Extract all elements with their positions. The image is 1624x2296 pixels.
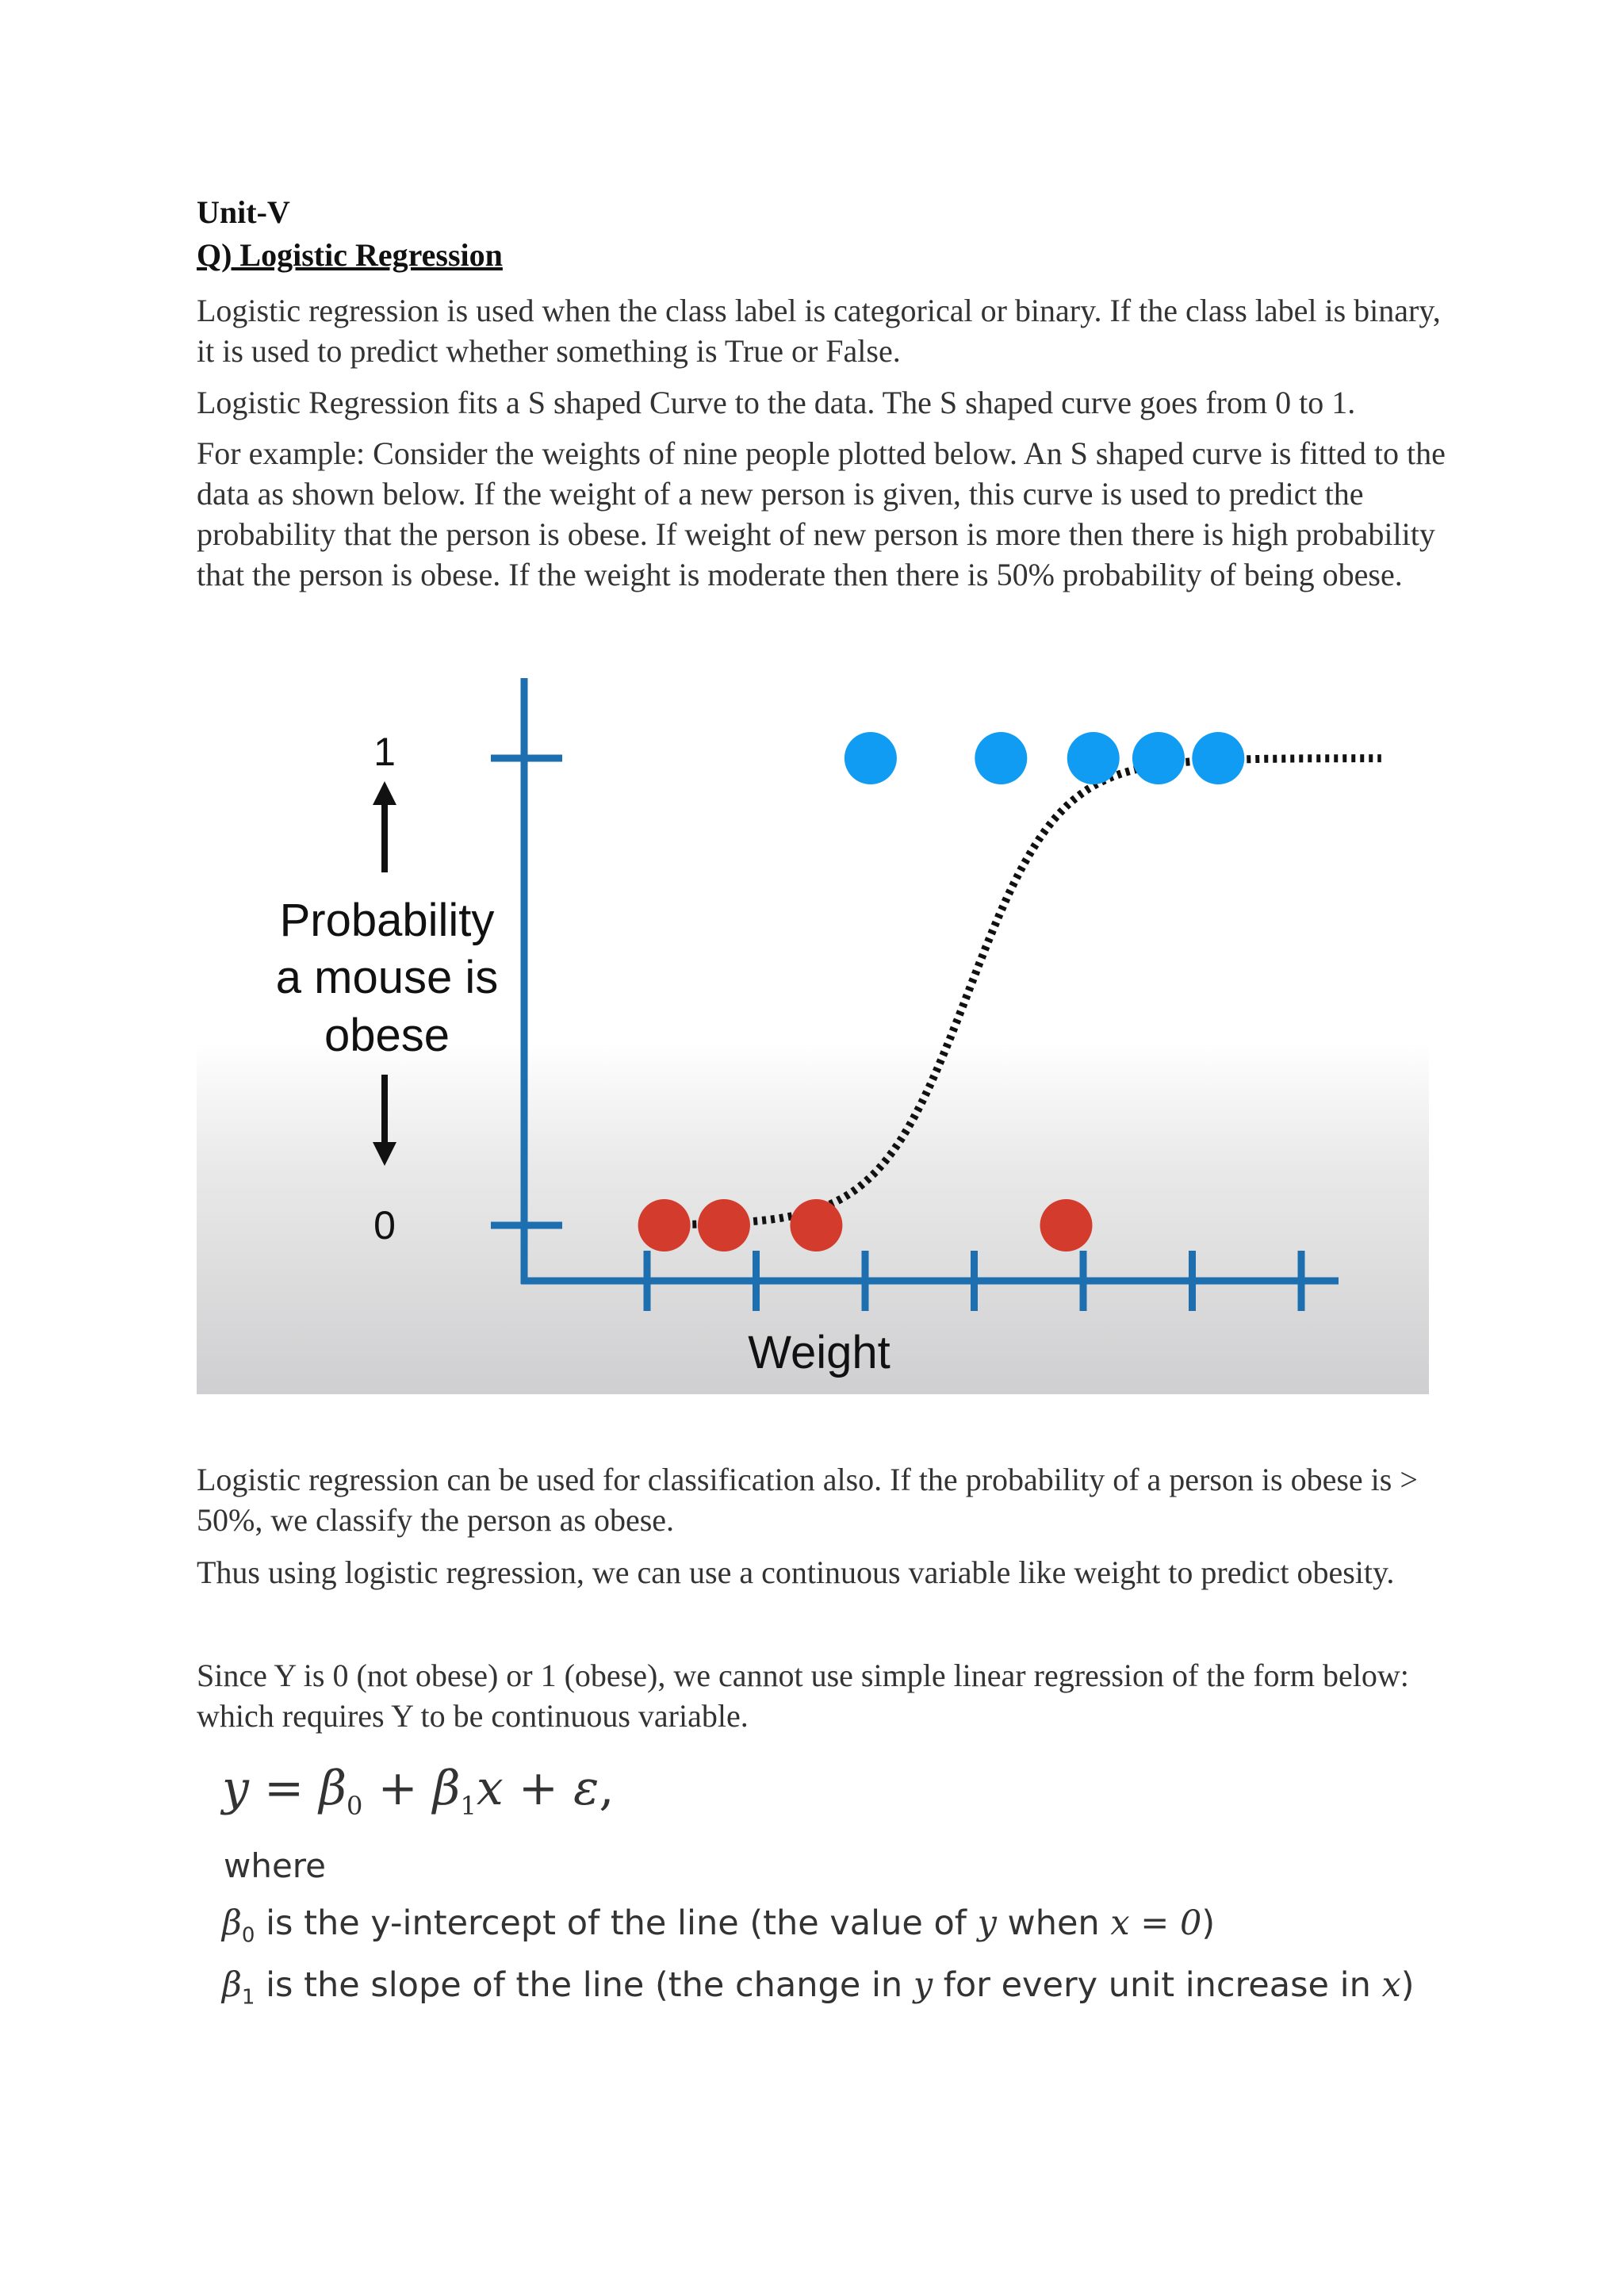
paragraph-classification: Logistic regression can be used for classification also. If the probability of a person is obese is > 50%, we classify the person as obese. <box>197 1462 1418 1538</box>
obese-point-2 <box>975 732 1027 784</box>
linear-regression-equation: $y = \beta_0 + \beta_1x + \varepsilon$, <box>222 1761 615 1821</box>
unit-heading: Unit-V <box>197 194 290 230</box>
arrow-down-icon <box>373 1075 396 1166</box>
arrow-up-icon <box>373 781 396 872</box>
y-tick-label-1: 1 <box>373 730 396 774</box>
not-obese-point-4 <box>1040 1199 1093 1251</box>
not-obese-point-3 <box>790 1199 842 1251</box>
y-axis-label-line-3: obese <box>324 1010 450 1061</box>
paragraph-s-curve: Logistic Regression fits a S shaped Curve to the data. The S shaped curve goes from 0 to 1. <box>197 385 1356 420</box>
paragraph-continuous: Thus using logistic regression, we can use a continuous variable like weight to predict obesity. <box>197 1554 1395 1590</box>
beta0-definition: $\beta_0$ is the y-intercept of the line (the value of y when x = 0) <box>222 1903 1216 1948</box>
paragraph-intro: Logistic regression is used when the class label is categorical or binary. If the class label is binary, it is used to predict whether something is True or False. <box>197 293 1441 369</box>
logistic-curve <box>675 758 1381 1225</box>
logistic-chart <box>197 611 1429 1394</box>
paragraph-example: For example: Consider the weights of nine people plotted below. An S shaped curve is fitted to the data as shown below. If the weight of a new person is given, this curve is used to predict the probability that the person is obese. If weight of new person is more then there is high probability that the person is obese. If the weight is moderate then there is 50% probability of being obese. <box>197 435 1446 592</box>
y-axis-label-line-1: Probability <box>279 895 495 946</box>
obese-point-1 <box>845 732 897 784</box>
logistic-curve-figure <box>197 611 1429 1394</box>
y-axis-label-line-2: a mouse is <box>275 952 499 1003</box>
not-obese-point-2 <box>698 1199 750 1251</box>
where-label: where <box>224 1846 326 1885</box>
x-axis-label: Weight <box>748 1327 891 1378</box>
obese-point-4 <box>1132 732 1185 784</box>
not-obese-point-1 <box>638 1199 691 1251</box>
points-layer <box>638 732 1245 1251</box>
obese-point-5 <box>1192 732 1244 784</box>
paragraph-linear-regression: Since Y is 0 (not obese) or 1 (obese), we cannot use simple linear regression of the form below: which requires Y to be continuous variable. <box>197 1658 1409 1734</box>
question-title: Q) Logistic Regression <box>197 237 503 273</box>
curve-layer <box>675 758 1381 1225</box>
obese-point-3 <box>1067 732 1120 784</box>
y-tick-label-0: 0 <box>373 1203 396 1248</box>
beta1-definition: $\beta_1$ is the slope of the line (the change in y for every unit increase in x) <box>222 1965 1415 2010</box>
